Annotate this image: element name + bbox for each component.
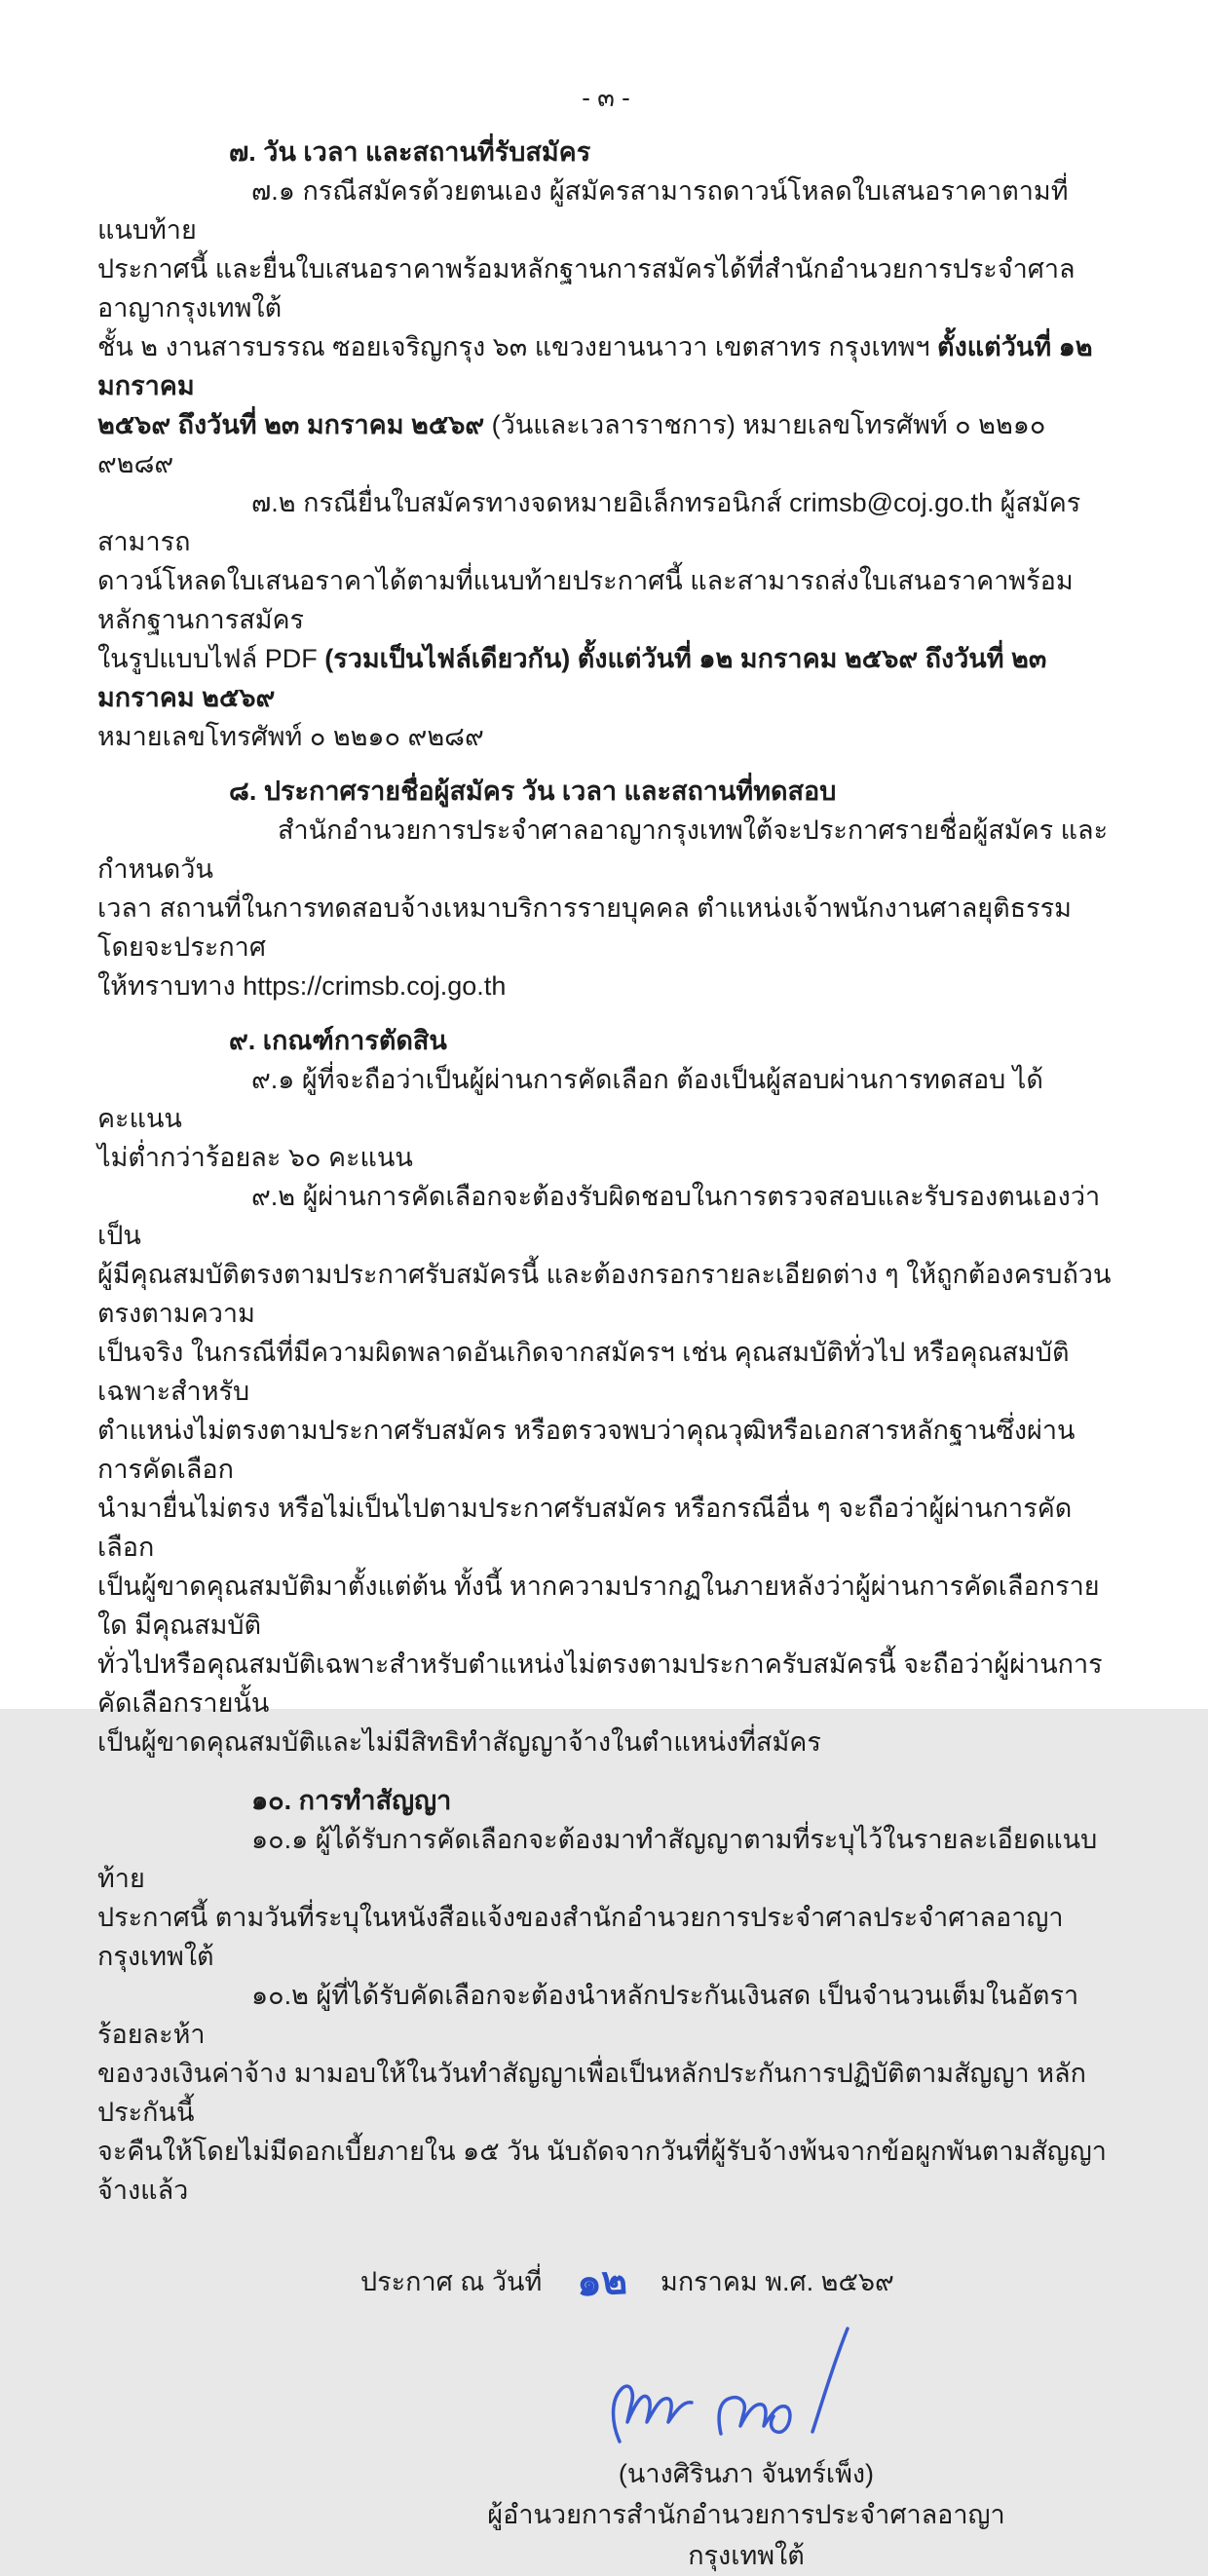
text-line	[97, 2132, 1114, 2210]
text-line	[97, 327, 1114, 405]
bold-text-segment: (รวมเป็นไฟล์เดียวกัน) ตั้งแต่วันที่ ๑๒ มกราคม ๒๕๖๙ ถึงวันที่ ๒๓ มกราคม ๒๕๖๙	[97, 644, 1054, 712]
text-line	[97, 1060, 1114, 1138]
text-segment: นำมายื่นไม่ตรง หรือไม่เป็นไปตามประกาศรับสมัคร หรือกรณีอื่น ๆ จะถือว่าผู้ผ่านการคัดเลือก	[97, 1494, 1073, 1562]
text-segment: ชั้น ๒ งานสารบรรณ ซอยเจริญกรุง ๖๓ แขวงยานนาวา เขตสาทร กรุงเทพฯ	[97, 332, 938, 361]
text-segment: ประกาศนี้ ตามวันที่ระบุในหนังสือแจ้งของสำนักอำนวยการประจำศาลประจำศาลอาญากรุงเทพใต้	[97, 1903, 1064, 1971]
text-line	[97, 1411, 1114, 1489]
text-line	[97, 889, 1114, 966]
text-line	[97, 639, 1114, 717]
text-line	[97, 1489, 1114, 1567]
text-line	[97, 1898, 1114, 1976]
text-segment: เป็นผู้ขาดคุณสมบัติมาตั้งแต่ต้น ทั้งนี้ หากความปรากฏในภายหลังว่าผู้ผ่านการคัดเลือกรายใด มีคุณสมบัติ	[97, 1572, 1100, 1640]
text-segment: ผู้มีคุณสมบัติตรงตามประกาศรับสมัครนี้ และต้องกรอกรายละเอียดต่าง ๆ ให้ถูกต้องครบถ้วนตรงตามความ	[97, 1260, 1112, 1328]
signatory-title: ผู้อำนวยการสำนักอำนวยการประจำศาลอาญากรุงเทพใต้	[487, 2500, 1005, 2570]
text-segment: ดาวน์โหลดใบเสนอราคาได้ตามที่แนบท้ายประกาศนี้ และสามารถส่งใบเสนอราคาพร้อมหลักฐานการสมัคร	[97, 566, 1074, 634]
text-segment: ๗.๑ กรณีสมัครด้วยตนเอง ผู้สมัครสามารถดาวน์โหลดใบเสนอราคาตามที่แนบท้าย	[97, 176, 1069, 245]
announcement-date-line	[97, 2258, 1114, 2305]
date-suffix: มกราคม พ.ศ. ๒๕๖๙	[661, 2267, 894, 2296]
text-line	[97, 1255, 1114, 1333]
text-line	[97, 405, 1114, 483]
text-segment: ๙.๑ ผู้ที่จะถือว่าเป็นผู้ผ่านการคัดเลือก ต้องเป็นผู้สอบผ่านการทดสอบ ได้คะแนน	[97, 1065, 1043, 1133]
text-segment: ๑๐.๑ ผู้ได้รับการคัดเลือกจะต้องมาทำสัญญาตามที่ระบุไว้ในรายละเอียดแนบท้าย	[97, 1825, 1098, 1893]
text-segment: เวลา สถานที่ในการทดสอบจ้างเหมาบริการรายบุคคล ตำแหน่งเจ้าพนักงานศาลยุติธรรม โดยจะประกาศ	[97, 893, 1079, 962]
document-content	[97, 78, 1114, 2576]
signatory-block	[444, 2453, 1048, 2576]
text-line	[97, 811, 1114, 889]
text-line	[97, 966, 1114, 1005]
section-heading: ๙. เกณฑ์การตัดสิน	[229, 1026, 447, 1055]
text-segment: หมายเลขโทรศัพท์ ๐ ๒๒๑๐ ๙๒๘๙	[97, 722, 484, 751]
bold-text-segment: ๒๕๖๙ ถึงวันที่ ๒๓ มกราคม ๒๕๖๙	[97, 410, 492, 439]
text-segment: ๗.๒ กรณียื่นใบสมัครทางจดหมายอิเล็กทรอนิกส์ crimsb@coj.go.th ผู้สมัครสามารถ	[97, 488, 1081, 556]
text-line	[97, 483, 1114, 561]
text-line	[97, 1645, 1114, 1723]
bold-text-segment: ตั้งแต่วันที่ ๑๒ มกราคม	[97, 332, 1101, 400]
text-segment: (วันและเวลาราชการ) หมายเลขโทรศัพท์ ๐ ๒๒๑๐ ๙๒๘๙	[97, 410, 1053, 478]
handwritten-day: ๑๒	[576, 2258, 629, 2305]
text-segment: ๑๐.๒ ผู้ที่ได้รับคัดเลือกจะต้องนำหลักประกันเงินสด เป็นจำนวนเต็มในอัตราร้อยละห้า	[97, 1981, 1079, 2049]
text-segment: จะคืนให้โดยไม่มีดอกเบี้ยภายใน ๑๕ วัน นับถัดจากวันที่ผู้รับจ้างพ้นจากข้อผูกพันตามสัญญาจ้างแล้ว	[97, 2137, 1107, 2205]
text-segment: ๙.๒ ผู้ผ่านการคัดเลือกจะต้องรับผิดชอบในการตรวจสอบและรับรองตนเองว่าเป็น	[97, 1182, 1101, 1250]
text-line	[97, 2054, 1114, 2132]
text-line	[97, 1820, 1114, 1898]
text-line	[97, 561, 1114, 639]
signatory-name: (นางศิรินภา จันทร์เพ็ง)	[618, 2459, 875, 2488]
text-segment: ประกาศนี้ และยื่นใบเสนอราคาพร้อมหลักฐานการสมัครได้ที่สำนักอำนวยการประจำศาลอาญากรุงเทพใต้	[97, 254, 1076, 322]
text-segment: ทั่วไปหรือคุณสมบัติเฉพาะสำหรับตำแหน่งไม่ตรงตามประกาครับสมัครนี้ จะถือว่าผู้ผ่านการคัดเลือกรายนั้น	[97, 1649, 1103, 1718]
text-segment: ของวงเงินค่าจ้าง มามอบให้ในวันทำสัญญาเพื่อเป็นหลักประกันการปฏิบัติตามสัญญา หลักประกันนี้	[97, 2059, 1086, 2127]
section-heading: ๗. วัน เวลา และสถานที่รับสมัคร	[229, 137, 591, 167]
signature-image	[583, 2307, 875, 2453]
text-line	[97, 1177, 1114, 1255]
text-segment: เป็นจริง ในกรณีที่มีความผิดพลาดอันเกิดจากสมัครฯ เช่น คุณสมบัติทั่วไป หรือคุณสมบัติเฉพาะสำหรับ	[97, 1338, 1070, 1406]
text-line	[97, 717, 1114, 756]
text-segment: สำนักอำนวยการประจำศาลอาญากรุงเทพใต้จะประกาศรายชื่อผู้สมัคร และกำหนดวัน	[97, 815, 1109, 884]
text-line	[97, 1567, 1114, 1645]
page-number: - ๓ -	[582, 83, 630, 112]
text-line	[97, 1976, 1114, 2054]
text-line	[97, 171, 1114, 249]
text-segment: ตำแหน่งไม่ตรงตามประกาศรับสมัคร หรือตรวจพบว่าคุณวุฒิหรือเอกสารหลักฐานซึ่งผ่านการคัดเลือก	[97, 1416, 1076, 1484]
text-segment: เป็นผู้ขาดคุณสมบัติและไม่มีสิทธิทำสัญญาจ้างในตำแหน่งที่สมัคร	[97, 1727, 821, 1757]
text-line	[97, 1333, 1114, 1411]
section-heading: ๑๐. การทำสัญญา	[251, 1786, 452, 1815]
date-prefix: ประกาศ ณ วันที่	[360, 2267, 543, 2296]
text-line	[97, 249, 1114, 327]
text-line	[97, 1723, 1114, 1762]
signature-area	[97, 2307, 1114, 2453]
text-segment: ให้ทราบทาง https://crimsb.coj.go.th	[97, 971, 507, 1001]
text-segment: ไม่ต่ำกว่าร้อยละ ๖๐ คะแนน	[97, 1143, 413, 1172]
text-line	[97, 1138, 1114, 1177]
text-segment: ในรูปแบบไฟล์ PDF	[97, 644, 325, 673]
document-body	[97, 133, 1114, 2210]
section-heading: ๘. ประกาศรายชื่อผู้สมัคร วัน เวลา และสถานที่ทดสอบ	[229, 777, 837, 806]
